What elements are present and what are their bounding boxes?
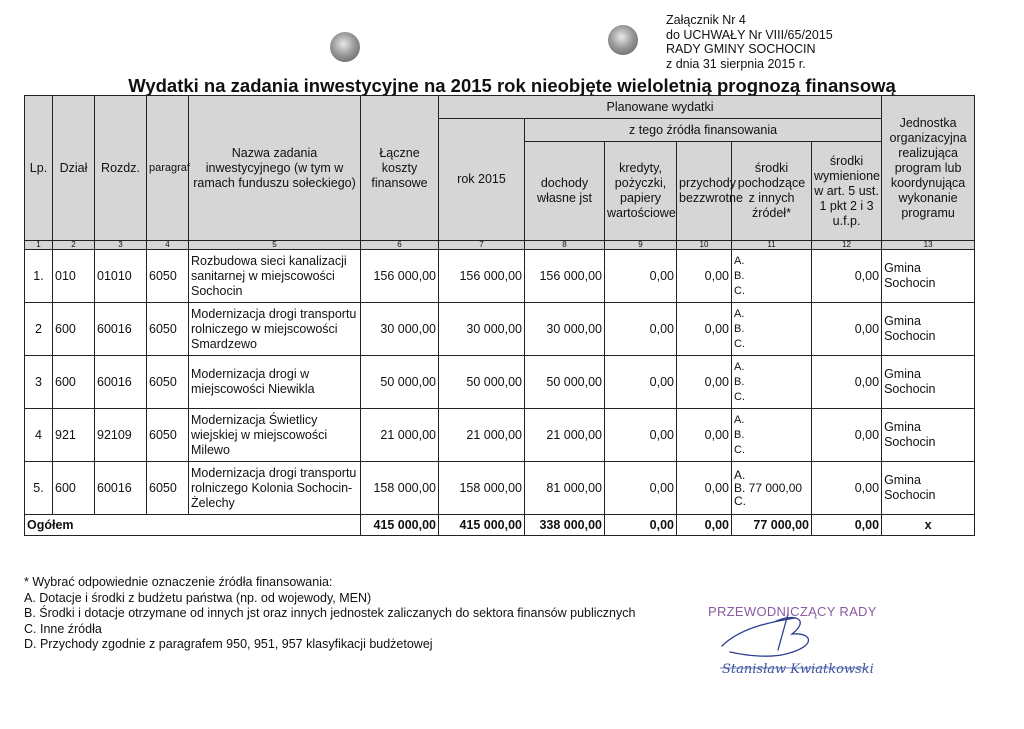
column-number: 9 [605, 241, 677, 250]
cell-jednostka: Gmina Sochocin [882, 462, 975, 515]
cell-zrodla [732, 462, 812, 515]
cell-rok: 156 000,00 [439, 250, 525, 303]
source-b: B. [734, 428, 745, 441]
source-a: A. [734, 254, 745, 267]
cell-lp: 2 [25, 303, 53, 356]
cell-dzial: 010 [53, 250, 95, 303]
cell-rozdz: 01010 [95, 250, 147, 303]
cell-laczne: 30 000,00 [361, 303, 439, 356]
header-kredyty: kredyty, pożyczki, papiery wartościowe [605, 142, 677, 241]
column-number: 8 [525, 241, 605, 250]
header-przychody: przychody bezzwrotne [677, 142, 732, 241]
table-row [25, 303, 975, 356]
cell-przychody: 0,00 [677, 462, 732, 515]
column-number: 10 [677, 241, 732, 250]
cell-art: 0,00 [812, 409, 882, 462]
cell-nazwa: Rozbudowa sieci kanalizacji sanitarnej w miejscowości Sochocin [189, 250, 361, 303]
source-a: A. [734, 360, 745, 373]
cell-rozdz: 60016 [95, 462, 147, 515]
total-dochody: 338 000,00 [525, 515, 605, 536]
cell-zrodla [732, 356, 812, 409]
source-b: B. [734, 375, 745, 388]
cell-rozdz: 60016 [95, 356, 147, 409]
cell-lp: 3 [25, 356, 53, 409]
column-number-row [25, 241, 975, 250]
source-a: A. [734, 467, 746, 482]
cell-przychody: 0,00 [677, 303, 732, 356]
cell-lp: 4 [25, 409, 53, 462]
source-c: C. [734, 493, 746, 508]
cell-art: 0,00 [812, 303, 882, 356]
total-art: 0,00 [812, 515, 882, 536]
column-number: 2 [53, 241, 95, 250]
cell-dzial: 600 [53, 303, 95, 356]
header-dochody: dochody własne jst [525, 142, 605, 241]
footnote-line: D. Przychody zgodnie z paragrafem 950, 951, 957 klasyfikacji budżetowej [24, 637, 433, 651]
cell-laczne: 158 000,00 [361, 462, 439, 515]
total-laczne: 415 000,00 [361, 515, 439, 536]
total-kredyty: 0,00 [605, 515, 677, 536]
cell-jednostka: Gmina Sochocin [882, 356, 975, 409]
header-lp: Lp. [25, 96, 53, 241]
header-row [25, 96, 975, 119]
cell-przychody: 0,00 [677, 356, 732, 409]
cell-paragraf: 6050 [147, 250, 189, 303]
cell-zrodla [732, 303, 812, 356]
signature-stamp [700, 598, 890, 678]
source-c: C. [734, 390, 745, 403]
total-label: Ogółem [25, 515, 361, 536]
cell-kredyty: 0,00 [605, 462, 677, 515]
cell-dzial: 921 [53, 409, 95, 462]
column-number: 13 [882, 241, 975, 250]
cell-rok: 30 000,00 [439, 303, 525, 356]
header-paragraf: paragraf [147, 96, 189, 241]
cell-dochody: 156 000,00 [525, 250, 605, 303]
total-przychody: 0,00 [677, 515, 732, 536]
total-srodki-innych: 77 000,00 [732, 515, 812, 536]
document-title: Wydatki na zadania inwestycyjne na 2015 rok nieobjęte wieloletnią prognozą finansową [128, 75, 896, 96]
cell-art: 0,00 [812, 250, 882, 303]
annex-line: z dnia 31 sierpnia 2015 r. [666, 56, 806, 71]
footnote-line: A. Dotacje i środki z budżetu państwa (np. od wojewody, MEN) [24, 590, 372, 605]
source-a: A. [734, 307, 745, 320]
cell-nazwa: Modernizacja Świetlicy wiejskiej w miejscowości Milewo [189, 409, 361, 462]
cell-paragraf: 6050 [147, 462, 189, 515]
column-number: 4 [147, 241, 189, 250]
stamp-name: Stanisław Kwiatkowski [722, 662, 874, 677]
cell-kredyty: 0,00 [605, 303, 677, 356]
column-number: 3 [95, 241, 147, 250]
table-row [25, 409, 975, 462]
cell-kredyty: 0,00 [605, 409, 677, 462]
header-jednostka: Jednostka organizacyjna realizująca program lub koordynująca wykonanie programu [882, 96, 975, 241]
cell-kredyty: 0,00 [605, 356, 677, 409]
punch-hole [330, 32, 360, 62]
cell-paragraf: 6050 [147, 409, 189, 462]
cell-jednostka: Gmina Sochocin [882, 303, 975, 356]
cell-jednostka: Gmina Sochocin [882, 409, 975, 462]
source-c: C. [734, 443, 745, 456]
header-z-tego: z tego źródła finansowania [525, 119, 882, 142]
stamp-title: PRZEWODNICZĄCY RADY [708, 604, 877, 619]
source-c: C. [734, 337, 745, 350]
cell-dochody: 50 000,00 [525, 356, 605, 409]
cell-zrodla [732, 409, 812, 462]
source-a: A. [734, 413, 745, 426]
source-b: B. [734, 322, 745, 335]
footnote-line: * Wybrać odpowiednie oznaczenie źródła finansowania: [24, 575, 333, 589]
cell-jednostka: Gmina Sochocin [882, 250, 975, 303]
header-laczne: Łączne koszty finansowe [361, 96, 439, 241]
cell-paragraf: 6050 [147, 356, 189, 409]
cell-dochody: 30 000,00 [525, 303, 605, 356]
header-rozdz: Rozdz. [95, 96, 147, 241]
cell-rok: 158 000,00 [439, 462, 525, 515]
cell-dzial: 600 [53, 356, 95, 409]
column-number: 1 [25, 241, 53, 250]
footnote-line: B. Środki i dotacje otrzymane od innych jst oraz innych jednostek zaliczanych do sektora finansów publicznych [24, 606, 636, 620]
header-nazwa: Nazwa zadania inwestycyjnego (w tym w ramach funduszu sołeckiego) [189, 96, 361, 241]
cell-kredyty: 0,00 [605, 250, 677, 303]
annex-line: RADY GMINY SOCHOCIN [666, 42, 816, 56]
cell-nazwa: Modernizacja drogi w miejscowości Niewikla [189, 356, 361, 409]
cell-rozdz: 92109 [95, 409, 147, 462]
header-rok: rok 2015 [439, 119, 525, 241]
total-rok: 415 000,00 [439, 515, 525, 536]
column-number: 7 [439, 241, 525, 250]
investment-table [24, 95, 975, 536]
header-srodki-innych: środki pochodzące z innych źródeł* [732, 142, 812, 241]
footnotes [24, 575, 635, 653]
cell-lp: 5. [25, 462, 53, 515]
cell-zrodla [732, 250, 812, 303]
cell-przychody: 0,00 [677, 409, 732, 462]
header-srodki-art: środki wymienione w art. 5 ust. 1 pkt 2 i 3 u.f.p. [812, 142, 882, 241]
cell-rok: 21 000,00 [439, 409, 525, 462]
cell-laczne: 156 000,00 [361, 250, 439, 303]
cell-laczne: 21 000,00 [361, 409, 439, 462]
header-dzial: Dział [53, 96, 95, 241]
punch-hole [608, 25, 638, 55]
source-b: B. [734, 269, 745, 282]
header-planowane: Planowane wydatki [439, 96, 882, 119]
footnote-line: C. Inne źródła [24, 621, 102, 636]
source-c: C. [734, 284, 745, 297]
column-number: 5 [189, 241, 361, 250]
cell-laczne: 50 000,00 [361, 356, 439, 409]
column-number: 11 [732, 241, 812, 250]
source-b: B. 77 000,00 [734, 480, 803, 495]
cell-lp: 1. [25, 250, 53, 303]
cell-dochody: 21 000,00 [525, 409, 605, 462]
total-row [25, 515, 975, 536]
cell-rozdz: 60016 [95, 303, 147, 356]
column-number: 6 [361, 241, 439, 250]
cell-paragraf: 6050 [147, 303, 189, 356]
column-number: 12 [812, 241, 882, 250]
cell-przychody: 0,00 [677, 250, 732, 303]
cell-nazwa: Modernizacja drogi transportu rolniczego w miejscowości Smardzewo [189, 303, 361, 356]
annex-line: Załącznik Nr 4 [666, 13, 746, 27]
table-row [25, 462, 975, 515]
annex-line: do UCHWAŁY Nr VIII/65/2015 [666, 27, 833, 42]
total-jednostka: x [882, 515, 975, 536]
cell-art: 0,00 [812, 356, 882, 409]
cell-rok: 50 000,00 [439, 356, 525, 409]
cell-dochody: 81 000,00 [525, 462, 605, 515]
cell-art: 0,00 [812, 462, 882, 515]
cell-dzial: 600 [53, 462, 95, 515]
table-row [25, 250, 975, 303]
cell-nazwa: Modernizacja drogi transportu rolniczego Kolonia Sochocin-Żelechy [189, 462, 361, 515]
annex-reference [666, 13, 833, 71]
table-row [25, 356, 975, 409]
